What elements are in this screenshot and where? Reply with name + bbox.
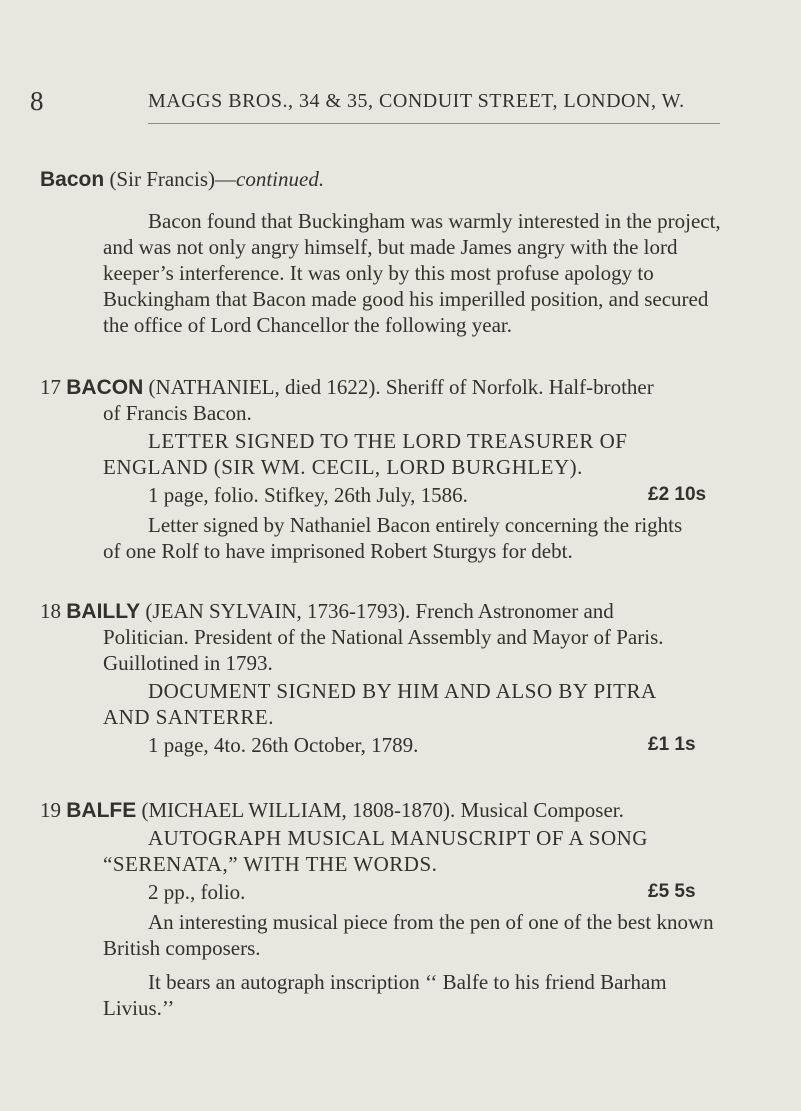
lot-price: £2 10s <box>648 484 707 505</box>
lot-title-line: DOCUMENT SIGNED BY HIM AND ALSO BY PITRA <box>148 679 657 703</box>
entry-name-rest: (Sir Francis)— <box>109 167 237 191</box>
entry-heading <box>40 166 324 193</box>
lot-description-line: Letter signed by Nathaniel Bacon entirely concerning the rights <box>148 513 683 537</box>
running-head: MAGGS BROS., 34 & 35, CONDUIT STREET, LONDON, W. <box>148 90 685 112</box>
lot-title-line: AND SANTERRE. <box>103 705 275 729</box>
lot-heading <box>40 797 624 824</box>
lot-heading-rest: (MICHAEL WILLIAM, 1808-1870). Musical Composer. <box>141 798 624 822</box>
page-header <box>0 86 801 120</box>
lot-price: £5 5s <box>648 881 696 902</box>
lot-heading-line: Guillotined in 1793. <box>103 651 273 675</box>
lot-heading <box>40 598 614 625</box>
paragraph-line: keeper’s interference. It was only by this most profuse apology to <box>103 261 654 285</box>
lot-title-line: “SERENATA,” WITH THE WORDS. <box>103 852 438 876</box>
lot-details: 2 pp., folio. <box>148 880 246 904</box>
paragraph-line: Buckingham that Bacon made good his imperilled position, and secured <box>103 287 709 311</box>
lot-title-line: LETTER SIGNED TO THE LORD TREASURER OF <box>148 429 628 453</box>
paragraph-line: and was not only angry himself, but made James angry with the lord <box>103 235 678 259</box>
lot-title-line: ENGLAND (SIR WM. CECIL, LORD BURGHLEY). <box>103 455 583 479</box>
entry-name: Bacon <box>40 168 105 191</box>
lot-name: BACON <box>66 376 144 399</box>
lot-details: 1 page, 4to. 26th October, 1789. <box>148 733 419 757</box>
lot-price: £1 1s <box>648 734 696 755</box>
lot-description-line: of one Rolf to have imprisoned Robert Sturgys for debt. <box>103 539 573 563</box>
paragraph-line: the office of Lord Chancellor the following year. <box>103 313 512 337</box>
page-number: 8 <box>30 86 44 116</box>
continued-label: continued. <box>236 167 325 191</box>
lot-description-line: An interesting musical piece from the pen of one of the best known <box>148 910 714 934</box>
lot-title-line: AUTOGRAPH MUSICAL MANUSCRIPT OF A SONG <box>148 826 648 850</box>
lot-heading-line: of Francis Bacon. <box>103 401 252 425</box>
lot-heading-line: Politician. President of the National Assembly and Mayor of Paris. <box>103 625 664 649</box>
lot-number: 17 <box>40 375 61 399</box>
lot-number: 18 <box>40 599 61 623</box>
lot-heading-rest: (JEAN SYLVAIN, 1736-1793). French Astronomer and <box>145 599 614 623</box>
lot-description-line: British composers. <box>103 936 261 960</box>
lot-heading-rest: (NATHANIEL, died 1622). Sheriff of Norfolk. Half-brother <box>148 375 654 399</box>
lot-details: 1 page, folio. Stifkey, 26th July, 1586. <box>148 483 468 507</box>
lot-name: BAILLY <box>66 600 141 623</box>
lot-heading <box>40 374 654 401</box>
lot-number: 19 <box>40 798 61 822</box>
lot-name: BALFE <box>66 799 137 822</box>
paragraph-line: Bacon found that Buckingham was warmly interested in the project, <box>148 209 721 233</box>
header-rule <box>148 123 720 124</box>
lot-description-line: It bears an autograph inscription ‘‘ Balfe to his friend Barham <box>148 970 667 994</box>
lot-description-line: Livius.’’ <box>103 996 175 1020</box>
